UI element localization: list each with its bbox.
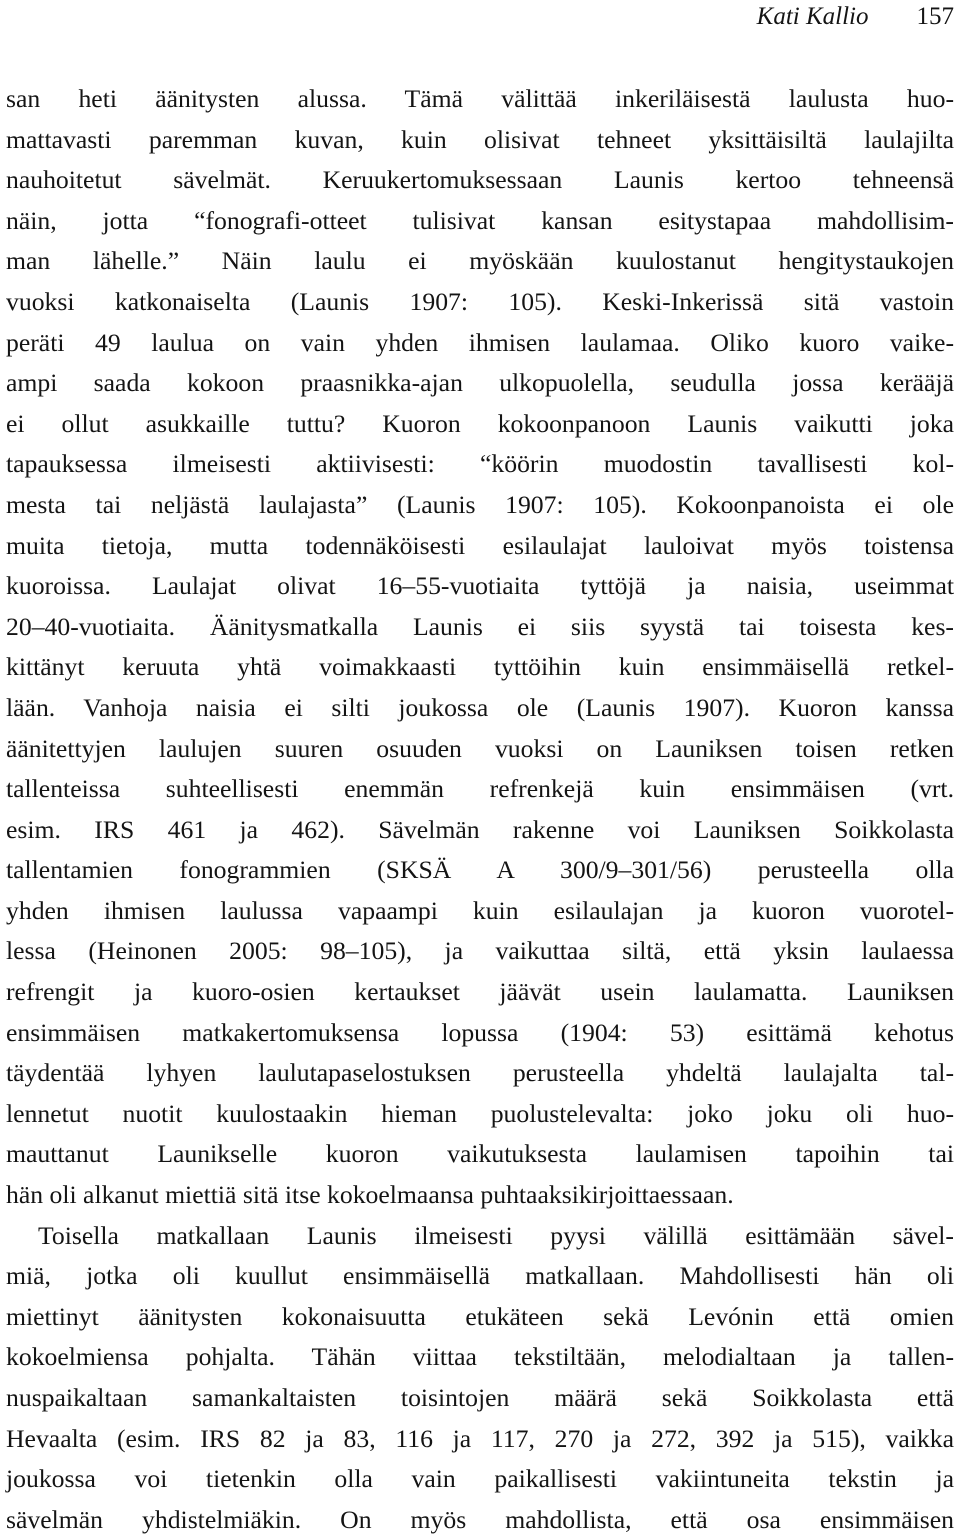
text-line: täydentää lyhyen laulutapaselostuksen perusteella yhdeltä laulajalta tal-: [6, 1058, 954, 1088]
text-line: nauhoitetut sävelmät. Keruukertomuksessaan Launis kertoo tehneensä: [6, 165, 954, 195]
text-line: kittänyt keruuta yhtä voimakkaasti tyttöihin kuin ensimmäisellä retkel-: [6, 652, 954, 682]
running-header: [757, 2, 954, 32]
text-line: 20–40-vuotiaita. Äänitysmatkalla Launis ei siis syystä tai toisesta kes-: [6, 611, 954, 641]
paragraph-2: [6, 1216, 954, 1540]
text-line: mauttanut Launikselle kuoron vaikutuksesta laulamisen tapoihin tai: [6, 1139, 954, 1169]
text-line: äänitettyjen laulujen suuren osuuden vuoksi on Launiksen toisen retken: [6, 733, 954, 763]
text-line: lään. Vanhoja naisia ei silti joukossa ole (Launis 1907). Kuoron kanssa: [6, 692, 954, 722]
text-line: peräti 49 laulua on vain yhden ihmisen laulamaa. Oliko kuoro vaike-: [6, 327, 954, 357]
text-line: joukossa voi tietenkin olla vain paikallisesti vakiintuneita tekstin ja: [6, 1464, 954, 1494]
text-line: mesta tai neljästä laulajasta” (Launis 1907: 105). Kokoonpanoista ei ole: [6, 489, 954, 519]
text-line: tapauksessa ilmeisesti aktiivisesti: “köörin muodostin tavallisesti kol-: [6, 449, 954, 479]
text-line: lessa (Heinonen 2005: 98–105), ja vaikuttaa siltä, että yksin laulaessa: [6, 936, 954, 966]
text-line: lennetut nuotit kuulostaakin hieman puolustelevalta: joko joku oli huo-: [6, 1098, 954, 1128]
text-line: mattavasti paremman kuvan, kuin olisivat tehneet yksittäisiltä laulajilta: [6, 124, 954, 154]
text-line: Toisella matkallaan Launis ilmeisesti pyysi välillä esittämään sävel-: [38, 1220, 954, 1250]
text-line: muita tietoja, mutta todennäköisesti esilaulajat lauloivat myös toistensa: [6, 530, 954, 560]
text-line: kokoelmiensa pohjalta. Tähän viittaa tekstiltään, melodialtaan ja tallen-: [6, 1342, 954, 1372]
page-number: 157: [916, 3, 954, 30]
running-header-author: Kati Kallio: [756, 3, 869, 30]
text-line: kuoroissa. Laulajat olivat 16–55-vuotiaita tyttöjä ja naisia, useimmat: [6, 571, 954, 601]
paragraph-1: [6, 79, 954, 1216]
text-line: tallentamien fonogrammien (SKSÄ A 300/9–301/56) perusteella olla: [6, 855, 954, 885]
text-line: vuoksi katkonaiselta (Launis 1907: 105). Keski-Inkerissä sitä vastoin: [6, 286, 954, 316]
text-line: esim. IRS 461 ja 462). Sävelmän rakenne voi Launiksen Soikkolasta: [6, 814, 954, 844]
text-line: ei ollut asukkaille tuttu? Kuoron kokoonpanoon Launis vaikutti joka: [6, 408, 954, 438]
text-line: nuspaikaltaan samankaltaisten toisintojen määrä sekä Soikkolasta että: [6, 1383, 954, 1412]
text-line: sävelmän yhdistelmiäkin. On myös mahdollista, että osa ensimmäisen: [6, 1504, 954, 1534]
text-line: refrengit ja kuoro-osien kertaukset jäävät usein laulamatta. Launiksen: [6, 977, 954, 1007]
text-line: yhden ihmisen laulussa vapaampi kuin esilaulajan ja kuoron vuorotel-: [6, 895, 954, 925]
text-line: näin, jotta “fonografi-otteet tulisivat kansan esitystapaa mahdollisim-: [6, 205, 954, 235]
text-line: miettinyt äänitysten kokonaisuutta etukäteen sekä Levónin että omien: [6, 1301, 954, 1331]
text-line: man lähelle.” Näin laulu ei myöskään kuulostanut hengitystaukojen: [6, 246, 954, 276]
text-line: tallenteissa suhteellisesti enemmän refrenkejä kuin ensimmäisen (vrt.: [6, 774, 954, 804]
text-line: ensimmäisen matkakertomuksensa lopussa (1904: 53) esittämä kehotus: [6, 1017, 954, 1047]
text-line: hän oli alkanut miettiä sitä itse kokoelmaansa puhtaaksikirjoittaessaan.: [6, 1180, 734, 1210]
text-line: Hevaalta (esim. IRS 82 ja 83, 116 ja 117, 270 ja 272, 392 ja 515), vaikka: [6, 1423, 954, 1453]
text-line: san heti äänitysten alussa. Tämä välittää inkeriläisestä laulusta huo-: [6, 84, 954, 113]
body-text: [6, 79, 954, 1540]
text-line: ampi saada kokoon praasnikka-ajan ulkopuolella, seudulla jossa kerääjä: [6, 368, 954, 398]
text-line: miä, jotka oli kuullut ensimmäisellä matkallaan. Mahdollisesti hän oli: [6, 1261, 954, 1291]
